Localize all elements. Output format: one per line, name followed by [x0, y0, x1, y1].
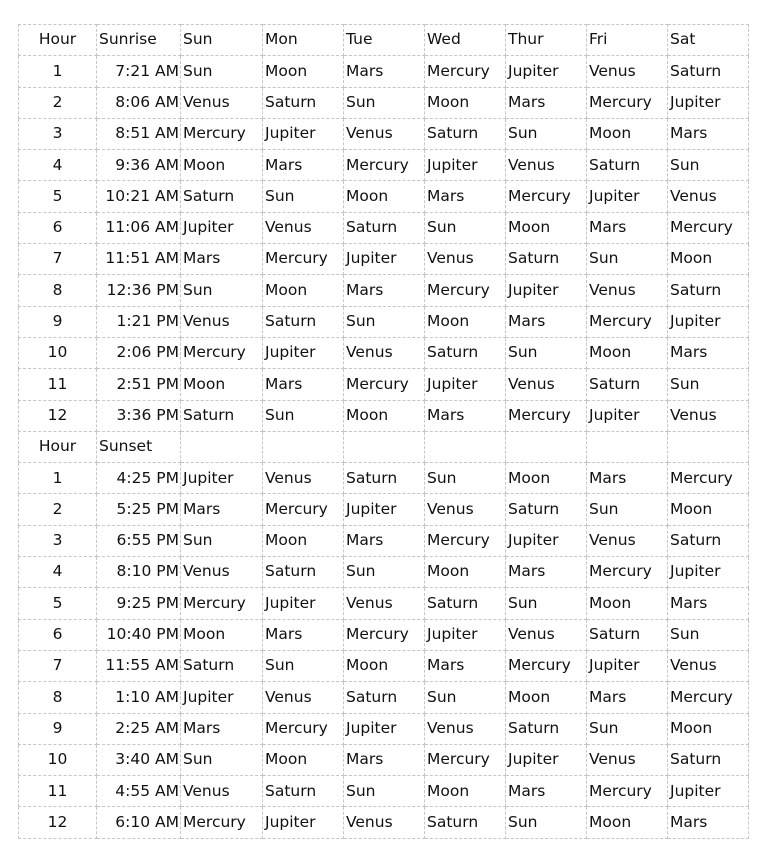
sunset_section-cell-thur[interactable]: Saturn	[506, 713, 587, 744]
sunset_section-cell-thur[interactable]: Sun	[506, 588, 587, 619]
sunset_section-cell-tue[interactable]: Mars	[344, 744, 425, 775]
sunrise_section-cell-mon[interactable]: Mars	[263, 150, 344, 181]
sunset_section-cell-thur[interactable]: Venus	[506, 619, 587, 650]
sunset_section-cell-hour[interactable]: 11	[19, 776, 97, 807]
table-row	[19, 56, 749, 87]
sunrise_section-cell-mon[interactable]: Sun	[263, 181, 344, 212]
sunset_section-cell-fri[interactable]: Jupiter	[587, 650, 668, 681]
sunset_section-cell-wed[interactable]: Mercury	[425, 525, 506, 556]
sunset_section-header-row	[19, 431, 749, 462]
sunrise_section-header-tue[interactable]: Tue	[344, 25, 425, 56]
table-row	[19, 776, 749, 807]
sunset_section-cell-tue[interactable]: Mercury	[344, 619, 425, 650]
sunset_section-cell-wed[interactable]: Jupiter	[425, 619, 506, 650]
sunrise_section-cell-thur[interactable]: Moon	[506, 212, 587, 243]
sunrise_section-cell-time[interactable]: 10:21 AM	[97, 181, 181, 212]
table-row	[19, 557, 749, 588]
sunset_section-cell-hour[interactable]: 12	[19, 807, 97, 838]
sunset_section-cell-wed[interactable]: Venus	[425, 494, 506, 525]
sunset_section-cell-tue[interactable]: Sun	[344, 776, 425, 807]
sunset_section-cell-mon[interactable]: Sun	[263, 650, 344, 681]
sunset_section-cell-wed[interactable]: Saturn	[425, 588, 506, 619]
table-row	[19, 744, 749, 775]
sunrise_section-cell-fri[interactable]: Jupiter	[587, 181, 668, 212]
sunset_section-header-fri[interactable]	[587, 431, 668, 462]
sunrise_section-header-time[interactable]: Sunrise	[97, 25, 181, 56]
sunrise_section-cell-tue[interactable]: Mars	[344, 56, 425, 87]
sunset_section-header-sat[interactable]	[668, 431, 749, 462]
sunset_section-cell-fri[interactable]: Sun	[587, 494, 668, 525]
sunrise_section-cell-tue[interactable]: Moon	[344, 400, 425, 431]
table-row	[19, 682, 749, 713]
sunrise_section-cell-mon[interactable]: Sun	[263, 400, 344, 431]
sunset_section-cell-wed[interactable]: Mars	[425, 650, 506, 681]
sunset_section-cell-hour[interactable]: 7	[19, 650, 97, 681]
sunrise_section-cell-mon[interactable]: Jupiter	[263, 118, 344, 149]
sunrise_section-cell-thur[interactable]: Venus	[506, 150, 587, 181]
sunset_section-cell-fri[interactable]: Saturn	[587, 619, 668, 650]
sunrise_section-cell-fri[interactable]: Mercury	[587, 306, 668, 337]
sunrise_section-header-thur[interactable]: Thur	[506, 25, 587, 56]
sunrise_section-cell-hour[interactable]: 12	[19, 400, 97, 431]
sunset_section-cell-mon[interactable]: Jupiter	[263, 807, 344, 838]
sunset_section-cell-sun[interactable]: Venus	[181, 557, 263, 588]
sunset_section-cell-thur[interactable]: Mars	[506, 776, 587, 807]
sunrise_section-cell-tue[interactable]: Sun	[344, 87, 425, 118]
sunrise_section-cell-sat[interactable]: Saturn	[668, 275, 749, 306]
sunset_section-cell-tue[interactable]: Jupiter	[344, 494, 425, 525]
sunrise_section-cell-time[interactable]: 3:36 PM	[97, 400, 181, 431]
sunrise_section-cell-thur[interactable]: Mercury	[506, 400, 587, 431]
sunset_section-cell-hour[interactable]: 10	[19, 744, 97, 775]
table-row	[19, 118, 749, 149]
sunrise_section-cell-thur[interactable]: Sun	[506, 337, 587, 368]
table-row	[19, 525, 749, 556]
sunset_section-cell-sat[interactable]: Mercury	[668, 463, 749, 494]
table-row	[19, 807, 749, 838]
sunset_section-cell-sat[interactable]: Mars	[668, 588, 749, 619]
sunset_section-cell-sun[interactable]: Mercury	[181, 807, 263, 838]
sunset_section-cell-mon[interactable]: Mercury	[263, 494, 344, 525]
table-row	[19, 150, 749, 181]
sunset_section-header-tue[interactable]	[344, 431, 425, 462]
sunset_section-cell-tue[interactable]: Saturn	[344, 463, 425, 494]
sunrise_section-cell-fri[interactable]: Saturn	[587, 369, 668, 400]
table-row	[19, 650, 749, 681]
sunrise_section-cell-hour[interactable]: 1	[19, 56, 97, 87]
sunrise_section-cell-wed[interactable]: Jupiter	[425, 150, 506, 181]
sunrise_section-cell-tue[interactable]: Venus	[344, 118, 425, 149]
sunset_section-cell-thur[interactable]: Jupiter	[506, 744, 587, 775]
sunset_section-cell-tue[interactable]: Venus	[344, 588, 425, 619]
sunset_section-cell-hour[interactable]: 1	[19, 463, 97, 494]
sunset_section-cell-sun[interactable]: Mars	[181, 494, 263, 525]
sunrise_section-cell-fri[interactable]: Venus	[587, 275, 668, 306]
sunrise_section-cell-tue[interactable]: Mars	[344, 275, 425, 306]
sunrise_section-cell-wed[interactable]: Moon	[425, 306, 506, 337]
sunrise_section-cell-hour[interactable]: 9	[19, 306, 97, 337]
table-body	[19, 25, 749, 839]
sunrise_section-cell-time[interactable]: 12:36 PM	[97, 275, 181, 306]
sunrise_section-cell-thur[interactable]: Mercury	[506, 181, 587, 212]
sunset_section-cell-hour[interactable]: 9	[19, 713, 97, 744]
table-row	[19, 337, 749, 368]
sunset_section-cell-sat[interactable]: Sun	[668, 619, 749, 650]
sunrise_section-cell-tue[interactable]: Saturn	[344, 212, 425, 243]
sunrise_section-cell-time[interactable]: 11:06 AM	[97, 212, 181, 243]
sunset_section-cell-sun[interactable]: Jupiter	[181, 682, 263, 713]
sunset_section-cell-tue[interactable]: Sun	[344, 557, 425, 588]
table-row	[19, 463, 749, 494]
sunset_section-cell-fri[interactable]: Venus	[587, 744, 668, 775]
sunset_section-cell-hour[interactable]: 4	[19, 557, 97, 588]
sunset_section-cell-wed[interactable]: Venus	[425, 713, 506, 744]
sunset_section-cell-fri[interactable]: Moon	[587, 807, 668, 838]
sunset_section-cell-time[interactable]: 5:25 PM	[97, 494, 181, 525]
sunset_section-cell-tue[interactable]: Jupiter	[344, 713, 425, 744]
sunset_section-cell-tue[interactable]: Venus	[344, 807, 425, 838]
sunrise_section-cell-wed[interactable]: Venus	[425, 244, 506, 275]
sunrise_section-cell-fri[interactable]: Moon	[587, 337, 668, 368]
sunset_section-cell-fri[interactable]: Venus	[587, 525, 668, 556]
sunrise_section-cell-mon[interactable]: Saturn	[263, 306, 344, 337]
sunset_section-cell-time[interactable]: 9:25 PM	[97, 588, 181, 619]
sunset_section-cell-wed[interactable]: Sun	[425, 682, 506, 713]
sunset_section-cell-wed[interactable]: Sun	[425, 463, 506, 494]
table-row	[19, 369, 749, 400]
sunset_section-cell-time[interactable]: 4:55 AM	[97, 776, 181, 807]
sunset_section-cell-sat[interactable]: Moon	[668, 494, 749, 525]
sunrise_section-cell-sun[interactable]: Sun	[181, 56, 263, 87]
sunrise_section-cell-sat[interactable]: Mars	[668, 337, 749, 368]
sunrise_section-cell-hour[interactable]: 8	[19, 275, 97, 306]
sunset_section-cell-time[interactable]: 1:10 AM	[97, 682, 181, 713]
sunset_section-header-thur[interactable]	[506, 431, 587, 462]
sunset_section-cell-thur[interactable]: Mars	[506, 557, 587, 588]
sunrise_section-cell-wed[interactable]: Sun	[425, 212, 506, 243]
sunset_section-cell-time[interactable]: 6:10 AM	[97, 807, 181, 838]
sunset_section-cell-sun[interactable]: Jupiter	[181, 463, 263, 494]
sunrise_section-cell-wed[interactable]: Mercury	[425, 275, 506, 306]
sunrise_section-cell-mon[interactable]: Moon	[263, 275, 344, 306]
sunrise_section-cell-wed[interactable]: Saturn	[425, 118, 506, 149]
sunset_section-cell-fri[interactable]: Mercury	[587, 557, 668, 588]
sunrise_section-cell-time[interactable]: 11:51 AM	[97, 244, 181, 275]
sunset_section-cell-thur[interactable]: Jupiter	[506, 525, 587, 556]
sunset_section-cell-time[interactable]: 2:25 AM	[97, 713, 181, 744]
sunrise_section-header-sun[interactable]: Sun	[181, 25, 263, 56]
sunrise_section-cell-hour[interactable]: 6	[19, 212, 97, 243]
sunset_section-cell-sat[interactable]: Jupiter	[668, 557, 749, 588]
sunrise_section-cell-sun[interactable]: Venus	[181, 87, 263, 118]
sunrise_section-cell-hour[interactable]: 2	[19, 87, 97, 118]
sunset_section-cell-wed[interactable]: Saturn	[425, 807, 506, 838]
sunset_section-cell-sat[interactable]: Venus	[668, 650, 749, 681]
sunrise_section-cell-sun[interactable]: Mercury	[181, 118, 263, 149]
sunset_section-cell-sat[interactable]: Mars	[668, 807, 749, 838]
sunset_section-cell-hour[interactable]: 5	[19, 588, 97, 619]
sunset_section-cell-thur[interactable]: Sun	[506, 807, 587, 838]
sunrise_section-cell-sat[interactable]: Jupiter	[668, 306, 749, 337]
sunrise_section-cell-mon[interactable]: Mars	[263, 369, 344, 400]
sunset_section-cell-thur[interactable]: Mercury	[506, 650, 587, 681]
sunset_section-cell-sat[interactable]: Mercury	[668, 682, 749, 713]
sunrise_section-cell-sat[interactable]: Mercury	[668, 212, 749, 243]
sunset_section-cell-sun[interactable]: Sun	[181, 525, 263, 556]
table-row	[19, 275, 749, 306]
sunrise_section-cell-tue[interactable]: Mercury	[344, 150, 425, 181]
sunrise_section-cell-time[interactable]: 1:21 PM	[97, 306, 181, 337]
sunrise_section-header-mon[interactable]: Mon	[263, 25, 344, 56]
sunrise_section-cell-mon[interactable]: Venus	[263, 212, 344, 243]
sunrise_section-cell-tue[interactable]: Sun	[344, 306, 425, 337]
sunset_section-cell-sun[interactable]: Moon	[181, 619, 263, 650]
sunrise_section-cell-sun[interactable]: Moon	[181, 369, 263, 400]
sunset_section-cell-hour[interactable]: 6	[19, 619, 97, 650]
sunset_section-cell-sat[interactable]: Saturn	[668, 525, 749, 556]
sunset_section-cell-mon[interactable]: Saturn	[263, 557, 344, 588]
sunrise_section-cell-tue[interactable]: Mercury	[344, 369, 425, 400]
table-row	[19, 588, 749, 619]
sunset_section-cell-sun[interactable]: Venus	[181, 776, 263, 807]
sunset_section-cell-sun[interactable]: Sun	[181, 744, 263, 775]
sunrise_section-cell-sun[interactable]: Venus	[181, 306, 263, 337]
sunrise_section-cell-time[interactable]: 2:51 PM	[97, 369, 181, 400]
table-row	[19, 494, 749, 525]
sunrise_section-cell-hour[interactable]: 4	[19, 150, 97, 181]
table-row	[19, 212, 749, 243]
sunset_section-cell-hour[interactable]: 2	[19, 494, 97, 525]
sunrise_section-cell-mon[interactable]: Mercury	[263, 244, 344, 275]
sunrise_section-cell-sun[interactable]: Mars	[181, 244, 263, 275]
sunrise_section-cell-sun[interactable]: Saturn	[181, 400, 263, 431]
sunset_section-cell-wed[interactable]: Moon	[425, 776, 506, 807]
sunset_section-header-time[interactable]: Sunset	[97, 431, 181, 462]
sunrise_section-cell-sat[interactable]: Sun	[668, 369, 749, 400]
sunrise_section-cell-thur[interactable]: Sun	[506, 118, 587, 149]
sunrise_section-cell-sun[interactable]: Jupiter	[181, 212, 263, 243]
sunrise_section-cell-thur[interactable]: Saturn	[506, 244, 587, 275]
table-row	[19, 87, 749, 118]
sunrise_section-cell-sat[interactable]: Saturn	[668, 56, 749, 87]
table-row	[19, 713, 749, 744]
sunset_section-cell-mon[interactable]: Jupiter	[263, 588, 344, 619]
table-row	[19, 400, 749, 431]
sunrise_section-cell-sat[interactable]: Sun	[668, 150, 749, 181]
sunrise_section-cell-sat[interactable]: Venus	[668, 400, 749, 431]
sunset_section-cell-sun[interactable]: Mercury	[181, 588, 263, 619]
sunset_section-cell-mon[interactable]: Saturn	[263, 776, 344, 807]
sunset_section-cell-tue[interactable]: Moon	[344, 650, 425, 681]
sunrise_section-cell-wed[interactable]: Mars	[425, 181, 506, 212]
table-row	[19, 244, 749, 275]
sunset_section-cell-time[interactable]: 3:40 AM	[97, 744, 181, 775]
sunrise_section-cell-wed[interactable]: Jupiter	[425, 369, 506, 400]
sunrise_section-cell-sun[interactable]: Saturn	[181, 181, 263, 212]
sunrise_section-cell-thur[interactable]: Jupiter	[506, 56, 587, 87]
sunset_section-cell-wed[interactable]: Moon	[425, 557, 506, 588]
sunset_section-cell-mon[interactable]: Mercury	[263, 713, 344, 744]
sunset_section-cell-fri[interactable]: Mars	[587, 682, 668, 713]
table-row	[19, 181, 749, 212]
sunset_section-header-hour[interactable]: Hour	[19, 431, 97, 462]
sunrise_section-cell-sat[interactable]: Mars	[668, 118, 749, 149]
sunset_section-cell-thur[interactable]: Saturn	[506, 494, 587, 525]
sunset_section-cell-fri[interactable]: Sun	[587, 713, 668, 744]
sunset_section-cell-mon[interactable]: Venus	[263, 682, 344, 713]
sunrise_section-cell-hour[interactable]: 5	[19, 181, 97, 212]
sunset_section-cell-wed[interactable]: Mercury	[425, 744, 506, 775]
sunrise_section-cell-fri[interactable]: Venus	[587, 56, 668, 87]
sunrise_section-cell-hour[interactable]: 3	[19, 118, 97, 149]
sunrise_section-cell-time[interactable]: 8:06 AM	[97, 87, 181, 118]
sunset_section-cell-sat[interactable]: Moon	[668, 713, 749, 744]
sunrise_section-cell-wed[interactable]: Saturn	[425, 337, 506, 368]
sunset_section-cell-mon[interactable]: Venus	[263, 463, 344, 494]
sunrise_section-header-row	[19, 25, 749, 56]
sunset_section-header-wed[interactable]	[425, 431, 506, 462]
sunset_section-cell-fri[interactable]: Moon	[587, 588, 668, 619]
sunset_section-cell-time[interactable]: 11:55 AM	[97, 650, 181, 681]
sunrise_section-cell-sat[interactable]: Moon	[668, 244, 749, 275]
sunset_section-cell-mon[interactable]: Moon	[263, 525, 344, 556]
sunset_section-cell-hour[interactable]: 3	[19, 525, 97, 556]
planetary-hours-table	[18, 24, 749, 839]
sunrise_section-cell-fri[interactable]: Moon	[587, 118, 668, 149]
sunset_section-cell-time[interactable]: 6:55 PM	[97, 525, 181, 556]
sunset_section-cell-sat[interactable]: Jupiter	[668, 776, 749, 807]
table-row	[19, 619, 749, 650]
sunrise_section-cell-fri[interactable]: Mars	[587, 212, 668, 243]
sunset_section-cell-thur[interactable]: Moon	[506, 682, 587, 713]
sunrise_section-header-wed[interactable]: Wed	[425, 25, 506, 56]
sunset_section-cell-sun[interactable]: Mars	[181, 713, 263, 744]
sunset_section-cell-tue[interactable]: Mars	[344, 525, 425, 556]
table-row	[19, 306, 749, 337]
sunrise_section-cell-thur[interactable]: Venus	[506, 369, 587, 400]
sunrise_section-cell-time[interactable]: 2:06 PM	[97, 337, 181, 368]
sunset_section-cell-mon[interactable]: Mars	[263, 619, 344, 650]
sunrise_section-cell-fri[interactable]: Sun	[587, 244, 668, 275]
sunset_section-header-sun[interactable]	[181, 431, 263, 462]
sunrise_section-cell-tue[interactable]: Jupiter	[344, 244, 425, 275]
sunrise_section-cell-sun[interactable]: Mercury	[181, 337, 263, 368]
sunrise_section-cell-sun[interactable]: Moon	[181, 150, 263, 181]
sunset_section-cell-mon[interactable]: Moon	[263, 744, 344, 775]
sunrise_section-cell-tue[interactable]: Moon	[344, 181, 425, 212]
sunrise_section-cell-wed[interactable]: Mercury	[425, 56, 506, 87]
sunset_section-cell-thur[interactable]: Moon	[506, 463, 587, 494]
sunrise_section-cell-time[interactable]: 8:51 AM	[97, 118, 181, 149]
sunrise_section-cell-wed[interactable]: Mars	[425, 400, 506, 431]
sunset_section-cell-tue[interactable]: Saturn	[344, 682, 425, 713]
sunrise_section-header-fri[interactable]: Fri	[587, 25, 668, 56]
sunrise_section-cell-hour[interactable]: 10	[19, 337, 97, 368]
sunrise_section-cell-mon[interactable]: Saturn	[263, 87, 344, 118]
sunrise_section-cell-hour[interactable]: 11	[19, 369, 97, 400]
sunrise_section-header-sat[interactable]: Sat	[668, 25, 749, 56]
sunrise_section-cell-time[interactable]: 7:21 AM	[97, 56, 181, 87]
sunrise_section-cell-tue[interactable]: Venus	[344, 337, 425, 368]
sunset_section-cell-sun[interactable]: Saturn	[181, 650, 263, 681]
sunrise_section-cell-mon[interactable]: Moon	[263, 56, 344, 87]
sunset_section-cell-time[interactable]: 8:10 PM	[97, 557, 181, 588]
sunset_section-cell-fri[interactable]: Mercury	[587, 776, 668, 807]
sunrise_section-cell-fri[interactable]: Jupiter	[587, 400, 668, 431]
sunset_section-cell-fri[interactable]: Mars	[587, 463, 668, 494]
sunrise_section-header-hour[interactable]: Hour	[19, 25, 97, 56]
sunrise_section-cell-thur[interactable]: Mars	[506, 306, 587, 337]
sunrise_section-cell-fri[interactable]: Mercury	[587, 87, 668, 118]
sunset_section-cell-hour[interactable]: 8	[19, 682, 97, 713]
sunset_section-header-mon[interactable]	[263, 431, 344, 462]
sunrise_section-cell-wed[interactable]: Moon	[425, 87, 506, 118]
sunset_section-cell-time[interactable]: 4:25 PM	[97, 463, 181, 494]
sunrise_section-cell-fri[interactable]: Saturn	[587, 150, 668, 181]
sunrise_section-cell-time[interactable]: 9:36 AM	[97, 150, 181, 181]
sunset_section-cell-sat[interactable]: Saturn	[668, 744, 749, 775]
sunrise_section-cell-sat[interactable]: Jupiter	[668, 87, 749, 118]
sunrise_section-cell-sun[interactable]: Sun	[181, 275, 263, 306]
sunrise_section-cell-sat[interactable]: Venus	[668, 181, 749, 212]
sunrise_section-cell-thur[interactable]: Jupiter	[506, 275, 587, 306]
sunrise_section-cell-mon[interactable]: Jupiter	[263, 337, 344, 368]
sunset_section-cell-time[interactable]: 10:40 PM	[97, 619, 181, 650]
sunrise_section-cell-hour[interactable]: 7	[19, 244, 97, 275]
sunrise_section-cell-thur[interactable]: Mars	[506, 87, 587, 118]
